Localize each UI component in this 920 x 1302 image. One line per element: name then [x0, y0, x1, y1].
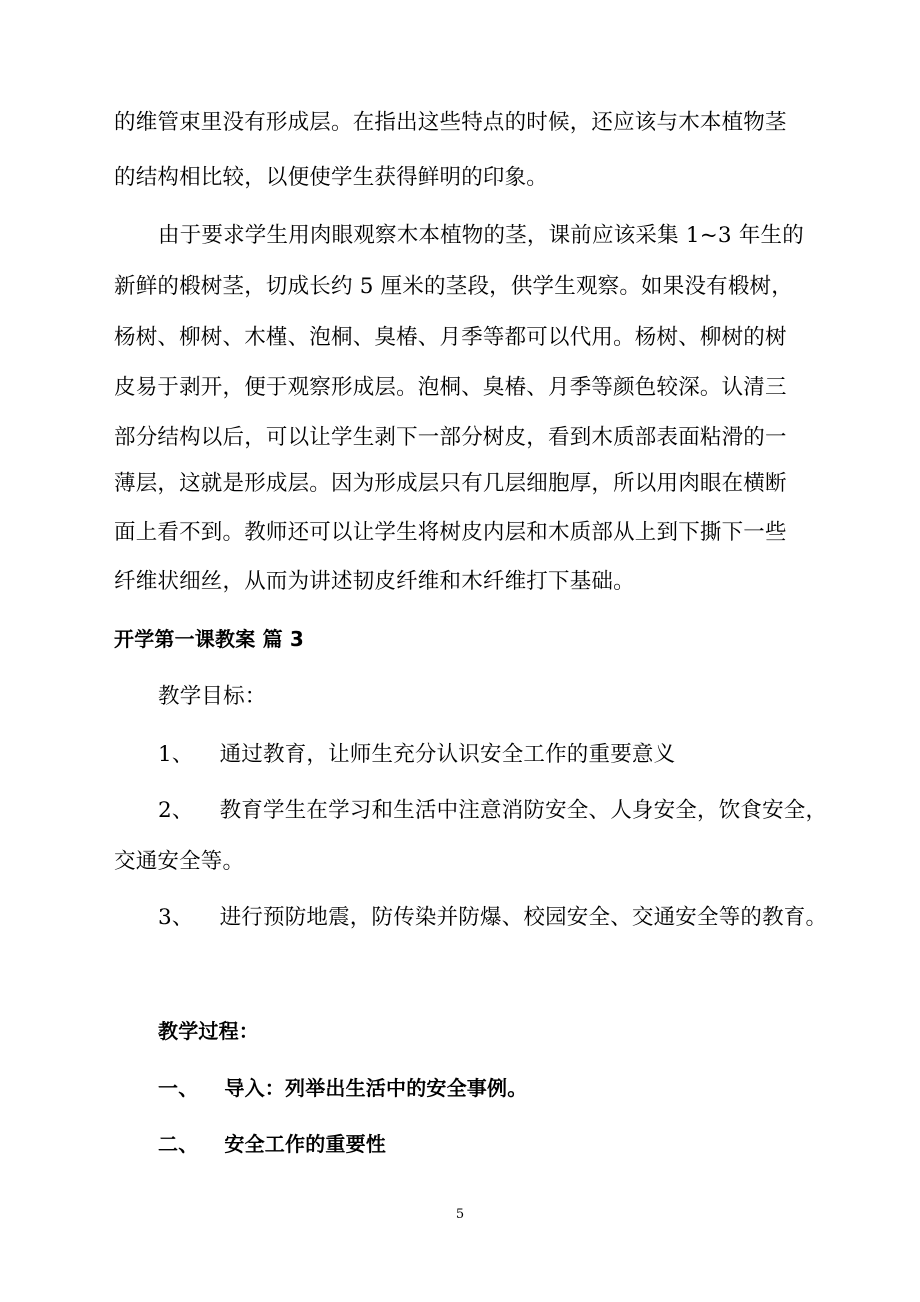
objective-item-2: [158, 797, 827, 825]
text-line: 纤维状细丝，从而为讲述韧皮纤维和木纤维打下基础。: [114, 569, 635, 594]
objective-item-3: [158, 904, 827, 932]
step-number: 二、: [158, 1132, 199, 1156]
page-number: 5: [455, 1207, 465, 1222]
text-line: 薄层，这就是形成层。因为形成层只有几层细胞厚，所以用肉眼在横断: [114, 471, 787, 496]
list-number: 3、: [158, 905, 194, 930]
text-line: 杨树、柳树、木槿、泡桐、臭椿、月季等都可以代用。杨树、柳树的树: [114, 325, 787, 350]
list-number: 1、: [158, 742, 194, 767]
text-line: 皮易于剥开，便于观察形成层。泡桐、臭椿、月季等颜色较深。认清三: [114, 375, 787, 400]
list-number: 2、: [158, 798, 194, 823]
process-step-2: [158, 1130, 386, 1158]
text-line: 由于要求学生用肉眼观察木本植物的茎，课前应该采集 1~3 年生的: [158, 223, 804, 248]
process-title: 教学过程：: [158, 1019, 259, 1043]
text-line: 的维管束里没有形成层。在指出这些特点的时候，还应该与木本植物茎: [114, 110, 787, 135]
step-number: 一、: [158, 1076, 199, 1100]
text-line: 新鲜的椴树茎，切成长约 5 厘米的茎段，供学生观察。如果没有椴树，: [114, 274, 793, 299]
objective-item-1: [158, 741, 675, 769]
text-line: 部分结构以后，可以让学生剥下一部分树皮，看到木质部表面粘滑的一: [114, 425, 787, 450]
text-line: 交通安全等。: [114, 849, 245, 874]
text-line: 的结构相比较，以便使学生获得鲜明的印象。: [114, 165, 549, 190]
list-text: 通过教育，让师生充分认识安全工作的重要意义: [219, 742, 676, 767]
objectives-title: 教学目标：: [158, 684, 267, 709]
list-text: 进行预防地震，防传染并防爆、校园安全、交通安全等的教育。: [219, 905, 828, 930]
process-step-1: [158, 1074, 527, 1102]
text-line: 面上看不到。教师还可以让学生将树皮内层和木质部从上到下撕下一些: [114, 520, 787, 545]
step-text: 安全工作的重要性: [224, 1132, 387, 1156]
list-text: 教育学生在学习和生活中注意消防安全、人身安全，饮食安全，: [219, 798, 828, 823]
step-text: 导入：列举出生活中的安全事例。: [224, 1076, 528, 1100]
section-heading: 开学第一课教案 篇 3: [114, 627, 305, 651]
